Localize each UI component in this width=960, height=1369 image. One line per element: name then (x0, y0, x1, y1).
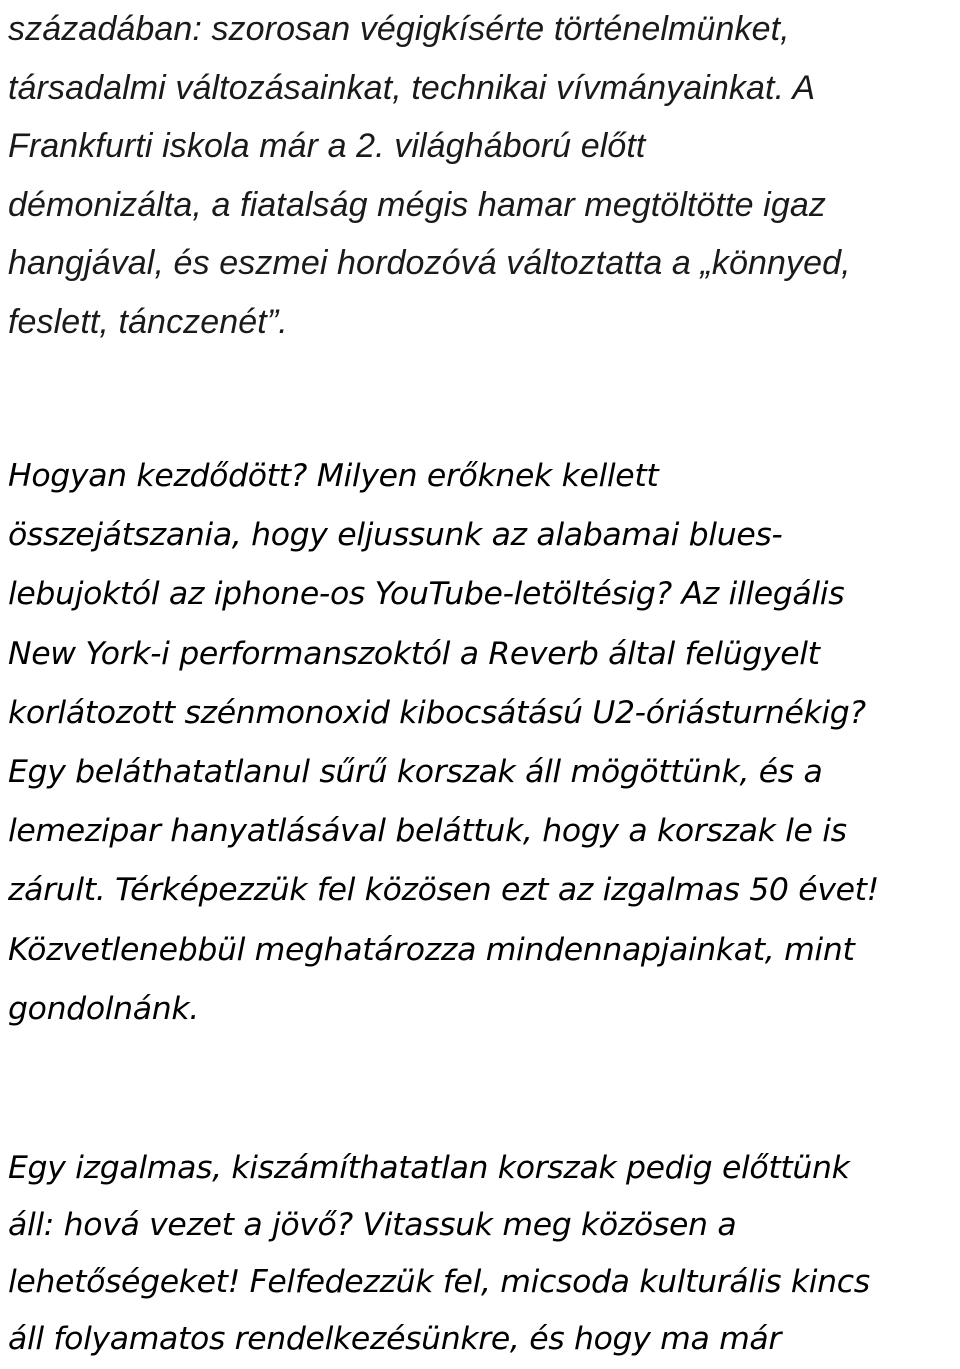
paragraph-2 (8, 447, 956, 1039)
text-line: lebujoktól az iphone-os YouTube-letöltésig? Az illegális (8, 576, 845, 613)
text-line: lemezipar hanyatlásával beláttuk, hogy a korszak le is (8, 813, 847, 850)
text-line: lehetőségeket! Felfedezzük fel, micsoda kulturális kincs (8, 1264, 870, 1300)
text-line: összejátszania, hogy eljussunk az alabamai blues- (8, 517, 783, 554)
text-line: feslett, tánczenét”. (8, 302, 288, 341)
text-line: századában: szorosan végigkísérte történelmünket, (8, 10, 790, 48)
paragraph-3 (8, 1140, 956, 1368)
text-line: Egy beláthatatlanul sűrű korszak áll mögöttünk, és a (8, 754, 823, 791)
text-line: New York-i performanszoktól a Reverb által felügyelt (8, 635, 820, 672)
text-line: Közvetlenebbül meghatározza mindennapjainkat, mint (8, 931, 855, 968)
text-line: korlátozott szénmonoxid kibocsátású U2-óriásturnékig? (8, 694, 866, 731)
text-line: áll folyamatos rendelkezésünkre, és hogy ma már (8, 1321, 781, 1357)
text-line: gondolnánk. (8, 990, 199, 1027)
text-line: áll: hová vezet a jövő? Vitassuk meg közösen a (8, 1207, 737, 1243)
text-line: Frankfurti iskola már a 2. világháború előtt (8, 127, 646, 165)
text-line: zárult. Térképezzük fel közösen ezt az izgalmas 50 évet! (8, 872, 879, 909)
text-line: hangjával, és eszmei hordozóvá változtatta a „könnyed, (8, 244, 851, 282)
text-line: Hogyan kezdődött? Milyen erőknek kellett (8, 458, 659, 494)
text-line: Egy izgalmas, kiszámíthatatlan korszak pedig előttünk (8, 1150, 850, 1186)
text-line: démonizálta, a fiatalság mégis hamar megtöltötte igaz (8, 185, 826, 224)
text-line: társadalmi változásainkat, technikai vívmányainkat. A (8, 68, 816, 107)
paragraph-1 (8, 0, 956, 351)
